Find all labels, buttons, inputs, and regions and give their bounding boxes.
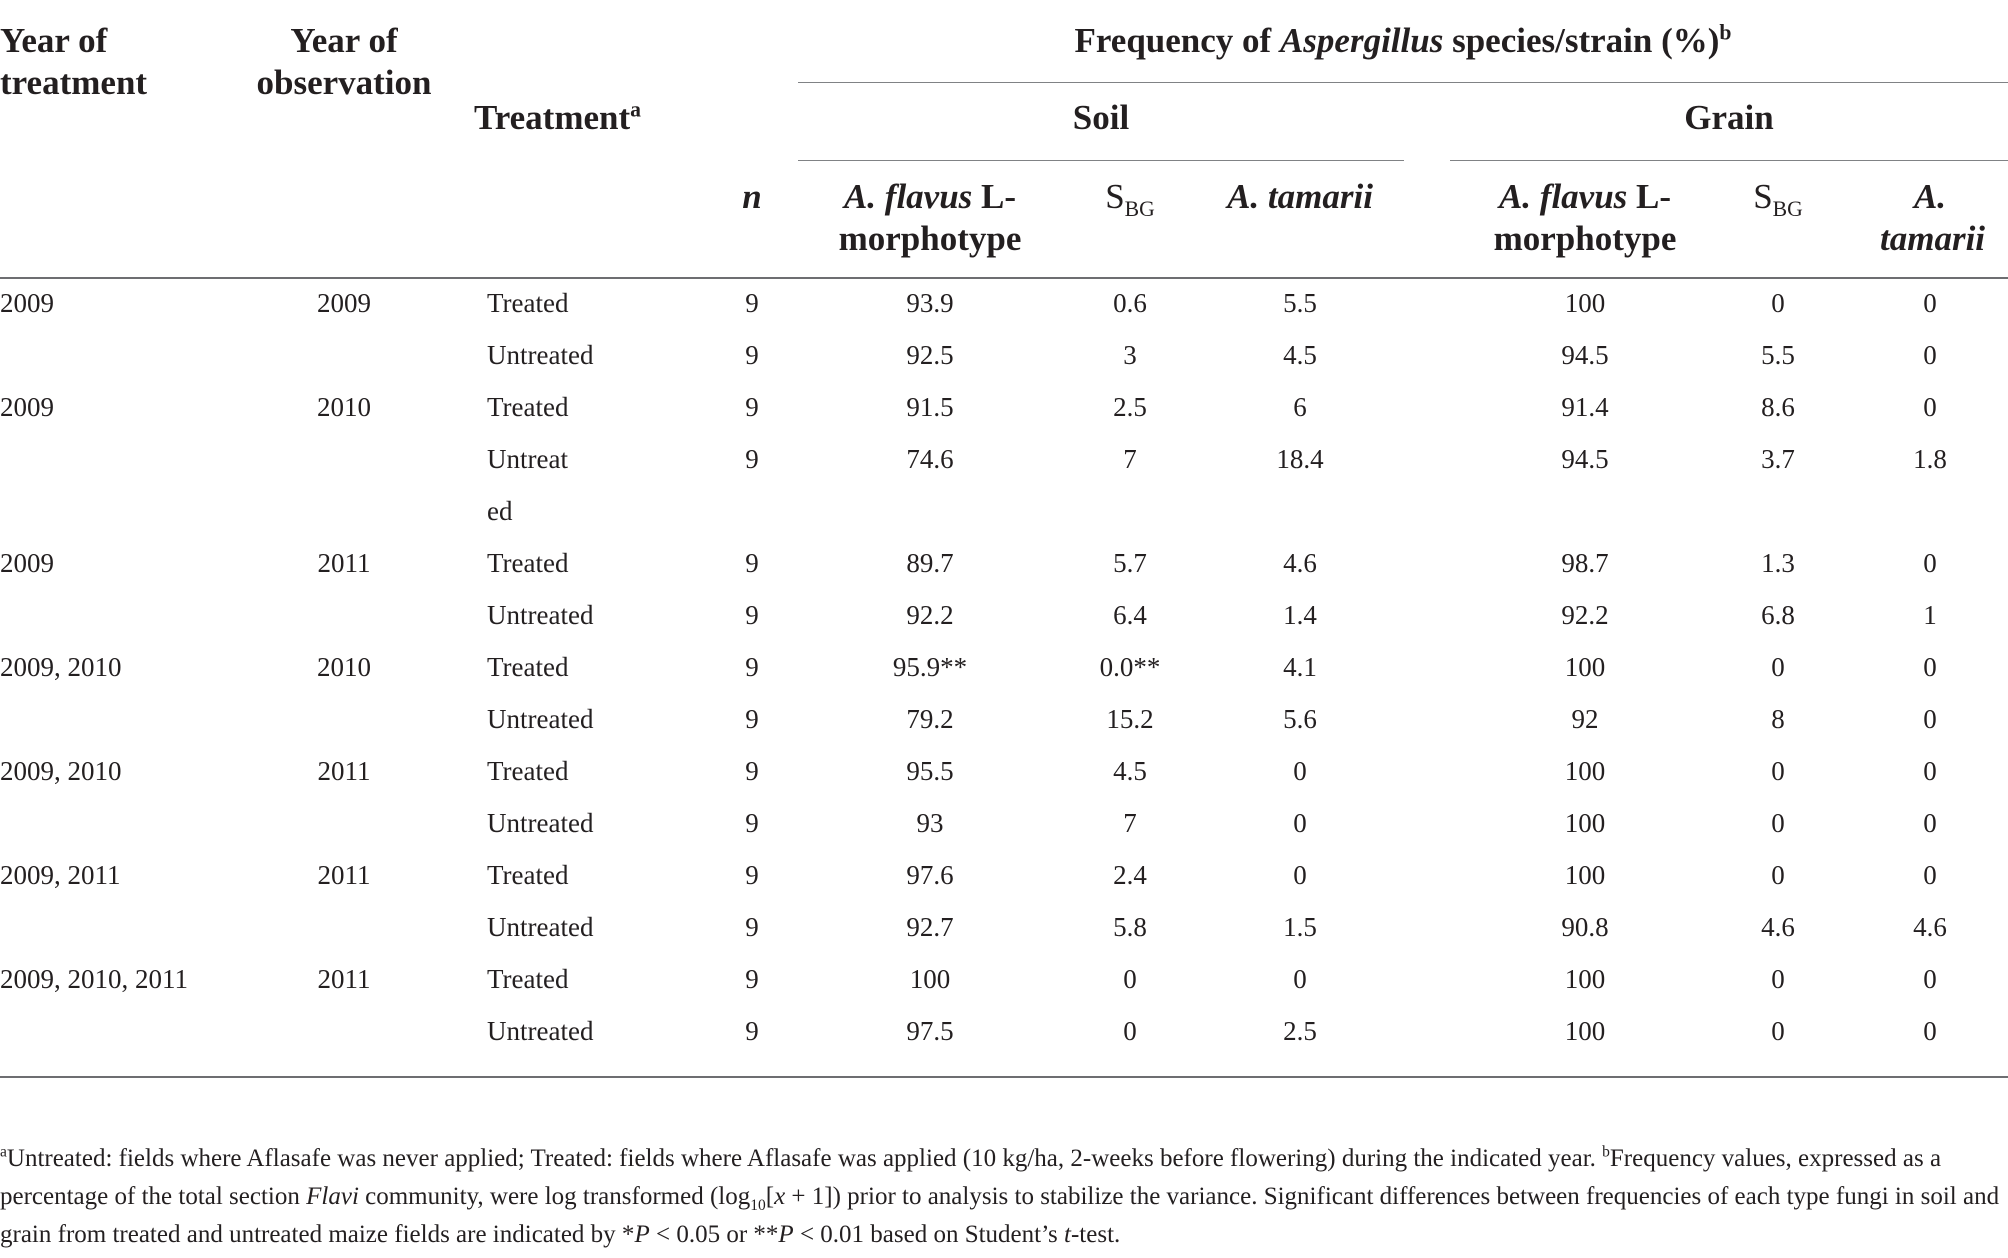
header-grain-atamarii-genus: A. (1913, 177, 1947, 216)
footnote-b-p1: P (634, 1221, 650, 1248)
table-rule-bottom (0, 1076, 2008, 1078)
table-cell-s1: 95.5 (906, 756, 954, 786)
table-cell-yt: 2009, 2010 (0, 756, 122, 786)
header-soil-aflavus (800, 176, 1060, 260)
footnote-a-text: Untreated: fields where Aflasafe was never applied; Treated: fields where Aflasafe was applied (10 kg/ha, 2-weeks before flowering) during the indicated year. (6, 1145, 1603, 1172)
header-treatment-label: Treatment (474, 98, 631, 137)
table-cell-tr: Untreated (487, 340, 594, 370)
table-cell-g1: 92.2 (1561, 600, 1609, 630)
table-cell-tr: Treated (487, 288, 569, 318)
table-cell-tr: Untreated (487, 912, 594, 942)
table-cell-s2: 2.5 (1113, 392, 1147, 422)
table-cell-g1: 100 (1564, 860, 1606, 890)
table-cell-n: 9 (745, 548, 759, 578)
header-frequency-prefix: Frequency of (1074, 21, 1280, 60)
table-cell-s3: 0 (1293, 756, 1307, 786)
table-cell-g1: 90.8 (1561, 912, 1609, 942)
footnote-b-x: x (774, 1183, 786, 1210)
table-cell-g1: 100 (1564, 808, 1606, 838)
table-cell-g1: 100 (1564, 964, 1606, 994)
footnote-b-text-1: Frequency values, expressed as a percentage of the total section (0, 1145, 1942, 1210)
table-cell-s2: 3 (1123, 340, 1137, 370)
table-cell-s1: 97.6 (906, 860, 954, 890)
table-cell-s1: 93 (916, 808, 944, 838)
header-rule-soil (798, 160, 1404, 161)
table-cell-yo: 2011 (317, 756, 371, 786)
table-cell-s2: 0 (1123, 1016, 1137, 1046)
table-cell-s3: 0 (1293, 808, 1307, 838)
table-cell-g2: 1.3 (1761, 548, 1795, 578)
table-cell-tr: ed (487, 496, 513, 526)
table-cell-yo: 2011 (317, 964, 371, 994)
table-cell-s2: 0.0** (1099, 652, 1161, 682)
table-cell-s1: 95.9** (892, 652, 968, 682)
table-cell-s2: 0.6 (1113, 288, 1147, 318)
footnote-b-marker: b (1602, 1143, 1610, 1161)
table-cell-n: 9 (745, 392, 759, 422)
table-cell-s1: 74.6 (906, 444, 954, 474)
header-grain-atamarii (1880, 176, 1986, 260)
table-cell-yo: 2011 (317, 860, 371, 890)
table-cell-g2: 4.6 (1761, 912, 1795, 942)
header-n-label: n (742, 177, 762, 216)
table-cell-g1: 94.5 (1561, 340, 1609, 370)
header-soil-atamarii-label: A. tamarii (1227, 177, 1373, 216)
table-cell-g2: 0 (1771, 964, 1785, 994)
header-grain-aflavus (1450, 176, 1720, 260)
header-frequency-title (798, 20, 2008, 62)
table-cell-yt: 2009 (0, 288, 54, 318)
table-cell-s2: 7 (1123, 808, 1137, 838)
table-cell-n: 9 (745, 288, 759, 318)
table-cell-g3: 0 (1923, 1016, 1937, 1046)
table-cell-tr: Untreated (487, 1016, 594, 1046)
table-cell-yt: 2009 (0, 548, 54, 578)
table-cell-g2: 3.7 (1761, 444, 1795, 474)
table-cell-s1: 92.2 (906, 600, 954, 630)
table-cell-g3: 0 (1923, 548, 1937, 578)
table-cell-g1: 94.5 (1561, 444, 1609, 474)
table-cell-yo: 2011 (317, 548, 371, 578)
table-cell-s2: 5.8 (1113, 912, 1147, 942)
footnote-b-text-6: < 0.01 based on Student’s (793, 1221, 1065, 1248)
table-cell-n: 9 (745, 652, 759, 682)
table-cell-tr: Treated (487, 652, 569, 682)
table-cell-s2: 6.4 (1113, 600, 1147, 630)
footnote-b-t: t (1064, 1221, 1071, 1248)
table-cell-s1: 92.7 (906, 912, 954, 942)
header-grain-atamarii-line2 (1880, 218, 1986, 260)
footnote-b-text-7: -test. (1070, 1221, 1121, 1248)
table-cell-s3: 0 (1293, 860, 1307, 890)
header-soil-aflavus-suffix: L- (972, 177, 1017, 216)
header-year-of-treatment (0, 20, 147, 104)
table-footnote (0, 1140, 2004, 1254)
table-cell-yt: 2009, 2011 (0, 860, 121, 890)
table-cell-g2: 0 (1771, 756, 1785, 786)
table-cell-n: 9 (745, 444, 759, 474)
header-grain-atamarii-line1 (1880, 176, 1980, 218)
table-cell-yo: 2010 (317, 392, 371, 422)
table-cell-s2: 4.5 (1113, 756, 1147, 786)
table-cell-g2: 6.8 (1761, 600, 1795, 630)
table-cell-n: 9 (745, 964, 759, 994)
table-cell-s1: 79.2 (906, 704, 954, 734)
table-cell-s3: 1.5 (1283, 912, 1317, 942)
table-cell-s3: 4.6 (1283, 548, 1317, 578)
table-cell-g3: 1.8 (1913, 444, 1947, 474)
table-cell-s2: 7 (1123, 444, 1137, 474)
header-frequency-footnote-marker: b (1719, 20, 1732, 45)
footnote-b-text-5: < 0.05 or ** (649, 1221, 779, 1248)
table-cell-g2: 0 (1771, 1016, 1785, 1046)
table-cell-g1: 91.4 (1561, 392, 1609, 422)
table-cell-s3: 1.4 (1283, 600, 1317, 630)
header-grain-sbg (1728, 176, 1828, 221)
table-cell-n: 9 (745, 860, 759, 890)
table-cell-g2: 0 (1771, 860, 1785, 890)
header-grain-aflavus-suffix: L- (1627, 177, 1672, 216)
header-soil: Soil (1072, 98, 1130, 137)
table-cell-tr: Treated (487, 860, 569, 890)
footnote-b-text-4: + 1]) prior to analysis to stabilize the variance. Significant differences between frequencies of each type fungi in soil and grain from treated and untreated maize fields are indicated by * (0, 1183, 2000, 1248)
table-cell-g3: 0 (1923, 288, 1937, 318)
table-cell-g3: 0 (1923, 392, 1937, 422)
table-cell-tr: Untreated (487, 704, 594, 734)
table-cell-s1: 100 (909, 964, 951, 994)
header-soil-aflavus-species: A. flavus (843, 177, 973, 216)
table-cell-yt: 2009 (0, 392, 54, 422)
table-cell-g1: 100 (1564, 652, 1606, 682)
table-cell-s3: 2.5 (1283, 1016, 1317, 1046)
table-cell-g3: 0 (1923, 964, 1937, 994)
table-cell-g1: 100 (1564, 288, 1606, 318)
table-cell-tr: Treated (487, 756, 569, 786)
footnote-b-text-3: [ (765, 1183, 775, 1210)
header-n (722, 176, 782, 218)
table-cell-yt: 2009, 2010 (0, 652, 122, 682)
table-cell-g3: 0 (1923, 756, 1937, 786)
header-year-of-treatment-line2: treatment (0, 63, 148, 102)
table-cell-g1: 100 (1564, 1016, 1606, 1046)
header-grain-sbg-subscript: BG (1772, 197, 1803, 221)
table-cell-s2: 0 (1123, 964, 1137, 994)
footnote-b-p2: P (778, 1221, 794, 1248)
header-grain-aflavus-line1 (1450, 176, 1720, 218)
header-soil-sbg-subscript: BG (1124, 197, 1155, 221)
table-cell-s2: 2.4 (1113, 860, 1147, 890)
table-cell-g1: 100 (1564, 756, 1606, 786)
table-cell-tr: Treated (487, 392, 569, 422)
table-cell-tr: Untreated (487, 600, 594, 630)
header-grain: Grain (1684, 98, 1774, 137)
table-cell-g3: 0 (1923, 704, 1937, 734)
table-cell-g1: 92 (1571, 704, 1599, 734)
header-frequency-genus: Aspergillus (1279, 21, 1444, 60)
header-grain-aflavus-species: A. flavus (1498, 177, 1628, 216)
table-cell-n: 9 (745, 912, 759, 942)
table-cell-s1: 93.9 (906, 288, 954, 318)
footnote-a-marker: a (0, 1143, 7, 1161)
table-cell-n: 9 (745, 808, 759, 838)
header-treatment-footnote-marker: a (630, 97, 641, 122)
header-treatment (474, 97, 641, 139)
footnote-b-flavi: Flavi (306, 1183, 359, 1210)
table-cell-n: 9 (745, 704, 759, 734)
table-cell-tr: Untreat (487, 444, 568, 474)
header-year-of-observation (252, 20, 436, 104)
table-cell-g3: 0 (1923, 340, 1937, 370)
table-rule-header-bottom (0, 277, 2008, 279)
header-year-of-treatment-line1: Year of (0, 21, 108, 60)
header-soil-aflavus-line1 (800, 176, 1060, 218)
table-cell-g2: 0 (1771, 288, 1785, 318)
table-cell-s1: 89.7 (906, 548, 954, 578)
footnote-b-text-2: community, were log transformed (log (358, 1183, 751, 1210)
table-cell-g3: 0 (1923, 860, 1937, 890)
header-rule-grain (1450, 160, 2008, 161)
table-cell-tr: Untreated (487, 808, 594, 838)
table-cell-g2: 8.6 (1761, 392, 1795, 422)
table-cell-s1: 97.5 (906, 1016, 954, 1046)
table-cell-n: 9 (745, 1016, 759, 1046)
table-cell-n: 9 (745, 600, 759, 630)
table-cell-s1: 92.5 (906, 340, 954, 370)
table-cell-s2: 5.7 (1113, 548, 1147, 578)
table-cell-s3: 6 (1293, 392, 1307, 422)
header-rule-frequency (798, 82, 2008, 83)
table-cell-g2: 8 (1771, 704, 1785, 734)
header-soil-aflavus-line2: morphotype (838, 219, 1022, 258)
table-cell-g1: 98.7 (1561, 548, 1609, 578)
table-cell-g3: 1 (1923, 600, 1937, 630)
table-cell-s3: 5.6 (1283, 704, 1317, 734)
table-cell-s2: 15.2 (1106, 704, 1154, 734)
header-grain-aflavus-line2: morphotype (1493, 219, 1677, 258)
header-frequency-suffix: species/strain (%) (1443, 21, 1720, 60)
table-cell-s3: 4.1 (1283, 652, 1317, 682)
footnote-b-log-base: 10 (750, 1197, 766, 1214)
header-soil-sbg-letter: S (1105, 177, 1125, 216)
table-cell-g2: 0 (1771, 808, 1785, 838)
header-year-of-observation-line2: observation (256, 63, 432, 102)
table-cell-yo: 2010 (317, 652, 371, 682)
table-cell-g2: 0 (1771, 652, 1785, 682)
header-soil-sbg (1080, 176, 1180, 221)
table-cell-g3: 0 (1923, 652, 1937, 682)
table-cell-yt: 2009, 2010, 2011 (0, 964, 188, 994)
table-cell-tr: Treated (487, 964, 569, 994)
header-grain-sbg-letter: S (1753, 177, 1773, 216)
table-cell-s3: 0 (1293, 964, 1307, 994)
table-cell-s3: 5.5 (1283, 288, 1317, 318)
header-grain-atamarii-species: tamarii (1880, 219, 1986, 258)
table-cell-s3: 4.5 (1283, 340, 1317, 370)
table-cell-n: 9 (745, 756, 759, 786)
table-cell-g3: 4.6 (1913, 912, 1947, 942)
header-year-of-observation-line1: Year of (290, 21, 398, 60)
table-cell-s1: 91.5 (906, 392, 954, 422)
table-cell-tr: Treated (487, 548, 569, 578)
table-cell-g3: 0 (1923, 808, 1937, 838)
header-soil-atamarii (1200, 176, 1400, 218)
table-cell-yo: 2009 (317, 288, 371, 318)
table-cell-n: 9 (745, 340, 759, 370)
table-cell-s3: 18.4 (1276, 444, 1324, 474)
table-cell-g2: 5.5 (1761, 340, 1795, 370)
